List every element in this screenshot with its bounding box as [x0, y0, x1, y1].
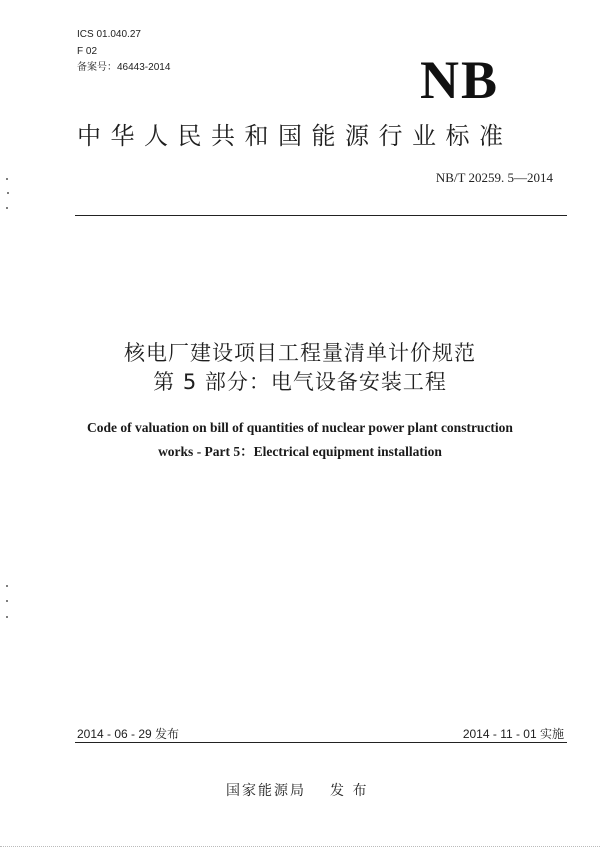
scan-speck — [6, 178, 8, 180]
nb-logo: NB — [420, 50, 500, 110]
top-divider — [75, 215, 567, 216]
title-en-line1: Code of valuation on bill of quantities of nuclear power plant construction — [87, 420, 513, 435]
standard-number: NB/T 20259. 5—2014 — [435, 170, 553, 185]
title-cn-line2: 第 5 部分：电气设备安装工程 — [153, 370, 447, 394]
ics-code: ICS 01.040.27 — [77, 29, 141, 40]
bottom-divider — [75, 742, 567, 743]
scan-speck — [6, 600, 8, 602]
issue-date: 2014 - 06 - 29 发布 — [77, 727, 180, 741]
record-number: 备案号：46443-2014 — [77, 62, 171, 73]
classification-code: F 02 — [77, 46, 98, 57]
issuer-line — [226, 780, 368, 800]
scan-edge-artifact — [0, 846, 600, 848]
scan-speck — [6, 585, 8, 587]
scan-speck — [6, 207, 8, 209]
scan-speck — [7, 192, 9, 194]
issuer-verb: 发 布 — [330, 783, 369, 799]
implementation-date: 2014 - 11 - 01 实施 — [462, 727, 564, 741]
scan-speck — [6, 616, 8, 618]
title-en-line2: works - Part 5：Electrical equipment installation — [158, 444, 442, 459]
title-cn-line1: 核电厂建设项目工程量清单计价规范 — [124, 341, 476, 365]
standard-category-heading: 中华人民共和国能源行业标准 — [77, 122, 513, 150]
issuer-name: 国家能源局 — [226, 783, 306, 799]
